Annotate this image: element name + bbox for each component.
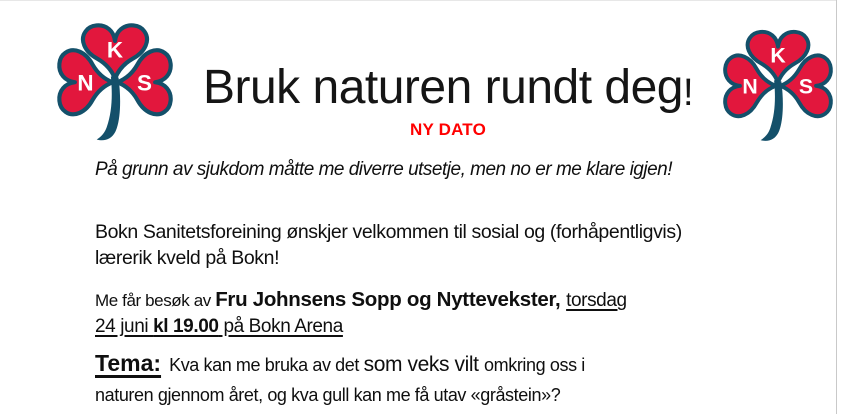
event-date: 24 juni xyxy=(95,316,154,337)
intro-line-2: lærerik kveld på Bokn! xyxy=(95,247,280,269)
logo-letter-n: N xyxy=(742,74,758,99)
visit-line-1 xyxy=(95,287,627,314)
visit-line-2 xyxy=(95,314,627,340)
tema-label: Tema: xyxy=(95,350,162,376)
event-weekday: torsdag xyxy=(566,290,627,311)
logo-letter-s: S xyxy=(137,70,152,96)
tema-question-emphasis: som veks vilt xyxy=(363,353,485,376)
new-date-notice: NY DATO xyxy=(409,120,487,139)
lead-italic-line: På grunn av sjukdom måtte me diverre utsetje, men no er me klare igjen! xyxy=(95,159,673,180)
tema-paragraph xyxy=(95,348,585,410)
tema-question-1: Kva kan me bruka av det xyxy=(169,355,364,375)
title-exclamation: ! xyxy=(682,72,694,114)
visit-intro: Me får besøk av xyxy=(95,291,216,310)
page-top-edge xyxy=(0,0,837,1)
logo-letter-n: N xyxy=(77,70,94,96)
event-venue: på Bokn Arena xyxy=(218,316,343,337)
page-right-edge xyxy=(836,0,837,414)
intro-paragraph xyxy=(95,219,682,271)
title-text: Bruk naturen rundt deg xyxy=(202,61,683,114)
logo-letter-k: K xyxy=(106,37,124,63)
intro-line-1: Bokn Sanitetsforeining ønskjer velkommen til sosial og (forhåpentligvis) xyxy=(95,221,682,243)
tema-line-1 xyxy=(95,348,585,380)
guest-name: Fru Johnsens Sopp og Nyttevekster, xyxy=(215,288,561,311)
event-time: kl 19.00 xyxy=(153,316,219,337)
logo-letter-k: K xyxy=(770,43,786,68)
tema-question-2: omkring oss i xyxy=(484,355,585,375)
logo-letter-s: S xyxy=(798,74,814,99)
page-title xyxy=(60,61,836,115)
tema-line-2: naturen gjennom året, og kva gull kan me få utav «gråstein»? xyxy=(95,385,561,405)
visit-paragraph xyxy=(95,287,627,340)
